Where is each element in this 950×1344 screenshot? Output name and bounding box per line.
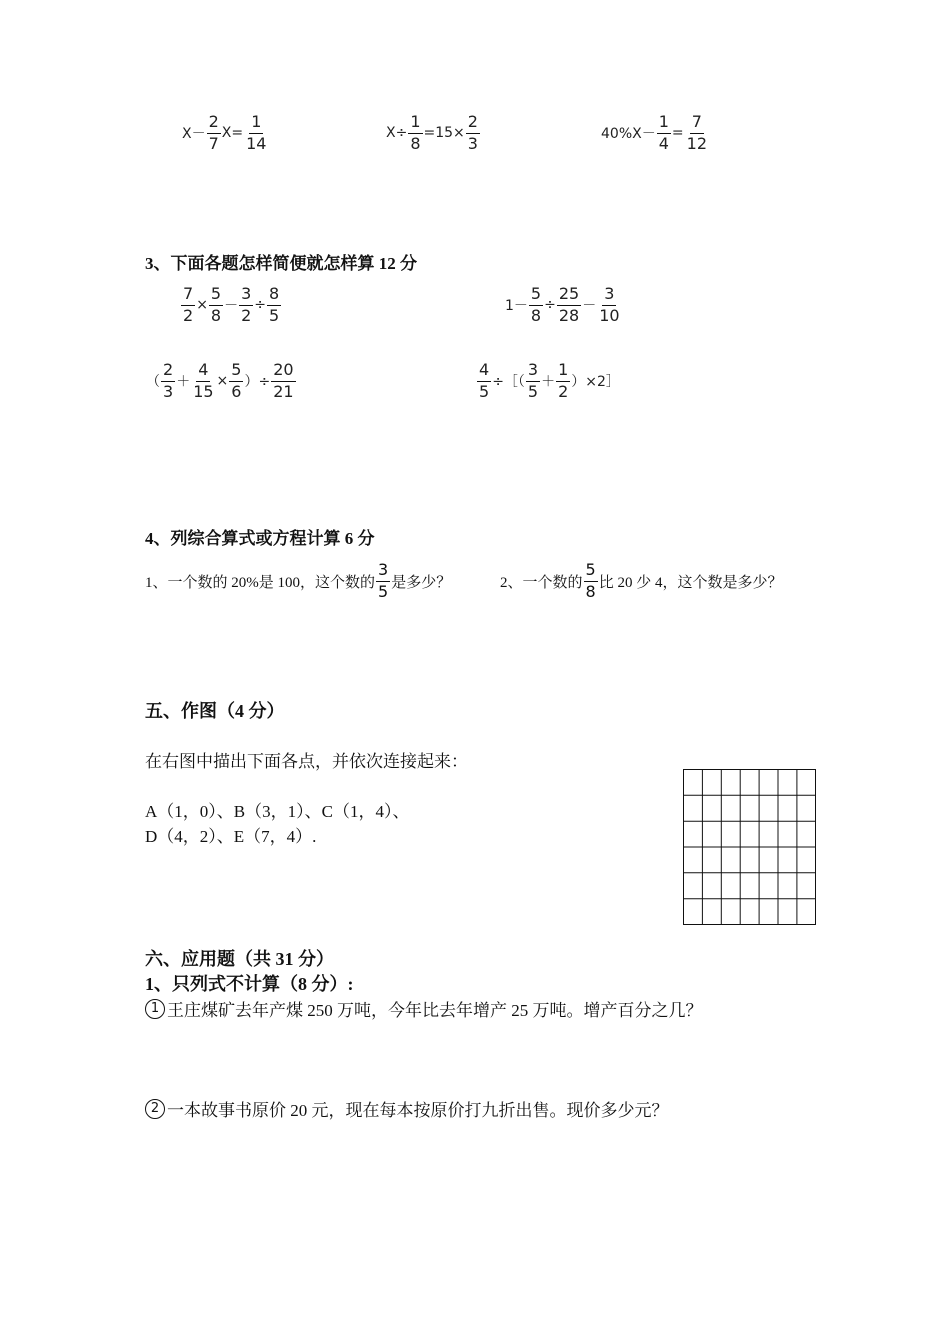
eq3-mid: = (671, 125, 684, 142)
problem3-1: $\frac{7}{2}$ × $\frac{5}{8}$ － $\frac{3}{2}$ ÷ $\frac{8}{5}$ (183, 284, 280, 325)
section5-instruction: 在右图中描出下面各点，并依次连接起来： (145, 752, 468, 771)
section5-title: 五、作图（4 分） (145, 701, 285, 721)
section3-title: 3、下面各题怎样简便就怎样算 12 分 (145, 254, 417, 273)
application-question-2: 2 一本故事书原价 20 元，现在每本按原价打九折出售。现价多少元？ (145, 1096, 669, 1121)
section6-sub1-title: 1、只列式不计算（8 分）: (145, 974, 354, 994)
section4-question-1: 1、一个数的 20%是 100，这个数的 $\frac{3}{5}$ 是多少？ (145, 560, 452, 601)
eq2-fraction-a: $\frac{1}{8}$ (410, 112, 421, 153)
section6-title: 六、应用题（共 31 分） (145, 949, 334, 969)
equation-2 (386, 114, 481, 153)
equation-3 (601, 114, 710, 153)
eq3-fraction-b: $\frac{7}{12}$ (686, 112, 707, 153)
eq2-prefix: X÷ (386, 125, 408, 142)
eq2-fraction-b: $\frac{2}{3}$ (467, 112, 478, 153)
points-line-2: D（4，2）、E（7，4）. (145, 827, 317, 846)
question-number-circle: 2 (145, 1099, 165, 1119)
eq1-mid: X= (221, 125, 244, 142)
application-question-1: 1 王庄煤矿去年产煤 250 万吨，今年比去年增产 25 万吨。增产百分之几？ (145, 996, 703, 1021)
eq1-prefix: X－ (182, 126, 206, 143)
eq3-prefix: 40%X－ (601, 126, 656, 143)
problem3-4: $\frac{4}{5}$ ÷［（ $\frac{3}{5}$ ＋ $\frac{1}{2}$ ）×2］ (479, 360, 620, 401)
eq2-mid: =15× (423, 125, 465, 142)
section4-title: 4、列综合算式或方程计算 6 分 (145, 529, 375, 548)
section4-question-2: 2、一个数的 $\frac{5}{8}$ 比 20 少 4，这个数是多少？ (500, 560, 783, 601)
eq3-fraction-a: $\frac{1}{4}$ (658, 112, 669, 153)
equation-1 (182, 114, 269, 153)
coordinate-grid (683, 769, 817, 926)
eq1-fraction-b: $\frac{1}{14}$ (246, 112, 267, 153)
points-line-1: A（1，0）、B（3，1）、C（1，4）、 (145, 802, 410, 821)
question-number-circle: 1 (145, 999, 165, 1019)
eq1-fraction-a: $\frac{2}{7}$ (208, 112, 219, 153)
problem3-2: 1－ $\frac{5}{8}$ ÷ $\frac{25}{28}$ － $\frac{3}{10}$ (505, 284, 620, 325)
problem3-3: （ $\frac{2}{3}$ ＋ $\frac{4}{15}$ × $\frac{5}{6}$ ）÷ $\frac{20}{21}$ (146, 360, 294, 401)
